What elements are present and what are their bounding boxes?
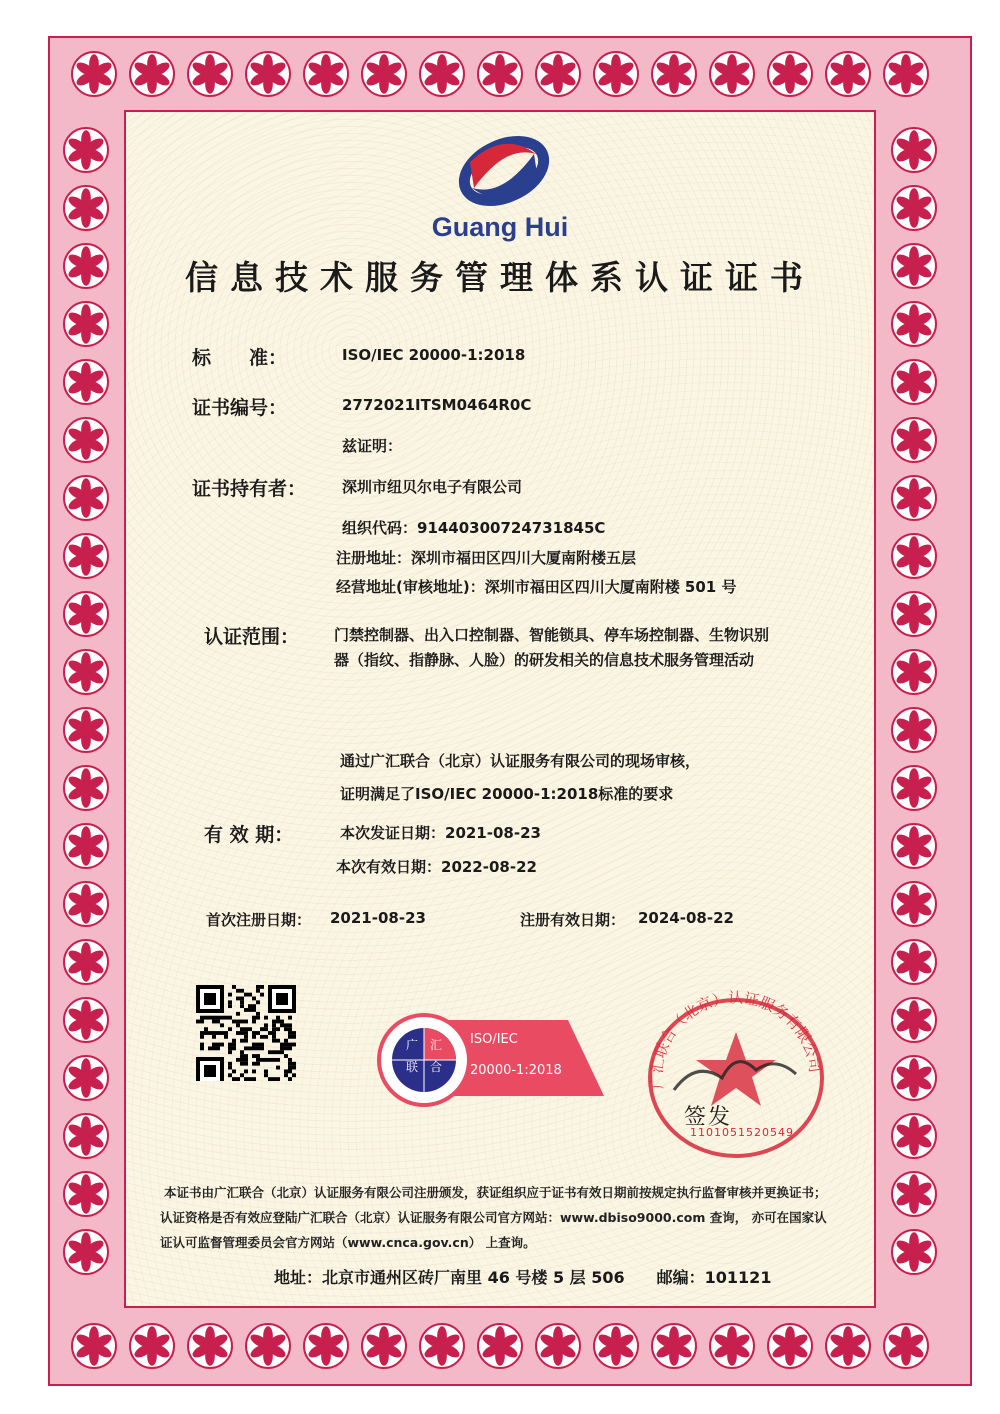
border-ornament	[478, 1324, 522, 1368]
hereby-text: 兹证明：	[342, 437, 403, 455]
border-ornament	[884, 52, 928, 96]
footer-note-line-3: 证认可监督管理委员会官方网站（www.cnca.gov.cn） 上查询。	[160, 1235, 536, 1250]
standard-value: ISO/IEC 20000-1:2018	[342, 346, 526, 364]
border-ornament	[420, 1324, 464, 1368]
reg-valid-value: 2024-08-22	[638, 909, 734, 927]
border-ornament	[362, 1324, 406, 1368]
border-ornament	[892, 476, 936, 520]
border-ornament	[652, 1324, 696, 1368]
border-ornament	[72, 1324, 116, 1368]
border-ornament	[188, 52, 232, 96]
border-ornament	[304, 1324, 348, 1368]
border-ornament	[768, 1324, 812, 1368]
issue-date: 本次发证日期：2021-08-23	[340, 824, 541, 842]
certificate-title: 信息技术服务管理体系认证证书	[185, 258, 815, 297]
reg-address: 注册地址：深圳市福田区四川大厦南附楼五层	[336, 549, 637, 567]
badge-circle-line-1: 广 汇	[405, 1038, 442, 1052]
border-ornament	[892, 1172, 936, 1216]
border-ornament	[892, 708, 936, 752]
statement-line-2: 证明满足了ISO/IEC 20000-1:2018标准的要求	[340, 785, 674, 803]
border-ornament	[892, 650, 936, 694]
border-ornament	[710, 52, 754, 96]
border-ornament	[892, 360, 936, 404]
badge-circle-line-2: 联 合	[405, 1060, 442, 1074]
border-ornament	[892, 1056, 936, 1100]
statement-line-1: 通过广汇联合（北京）认证服务有限公司的现场审核，	[340, 752, 701, 770]
holder-label: 证书持有者：	[192, 478, 307, 500]
sign-label: 签发	[684, 1105, 733, 1130]
footer-note-line-2: 认证资格是否有效应登陆广汇联合（北京）认证服务有限公司官方网站：www.dbiso9000.com 查询， 亦可在国家认	[160, 1210, 827, 1225]
border-ornament	[594, 1324, 638, 1368]
guang-hui-logo-icon	[456, 132, 552, 210]
border-ornament	[64, 940, 108, 984]
border-ornament	[892, 998, 936, 1042]
logo-text: Guang Hui	[431, 212, 569, 242]
border-ornament	[362, 52, 406, 96]
footer-address: 地址：北京市通州区砖厂南里 46 号楼 5 层 506 邮编：101121	[274, 1268, 772, 1287]
border-ornament	[536, 1324, 580, 1368]
border-ornament	[892, 302, 936, 346]
border-ornament	[710, 1324, 754, 1368]
border-ornament	[64, 882, 108, 926]
scope-line-1: 门禁控制器、出入口控制器、智能锁具、停车场控制器、生物识别	[334, 626, 770, 644]
footer-note-line-1: 本证书由广汇联合（北京）认证服务有限公司注册颁发，获证组织应于证书有效日期前按规定执行监督审核并更换证书；	[164, 1185, 827, 1200]
first-reg-value: 2021-08-23	[330, 909, 426, 927]
border-ornament	[768, 52, 812, 96]
border-ornament	[884, 1324, 928, 1368]
first-reg-label: 首次注册日期：	[206, 911, 312, 929]
standard-label: 标 准：	[192, 347, 288, 369]
border-ornament	[892, 766, 936, 810]
valid-date: 本次有效日期：2022-08-22	[336, 858, 537, 876]
border-ornament	[892, 1230, 936, 1274]
border-ornament	[64, 360, 108, 404]
border-ornament	[64, 650, 108, 694]
border-ornament	[64, 1114, 108, 1158]
validity-label: 有 效 期：	[204, 824, 294, 846]
border-ornament	[892, 534, 936, 578]
border-ornament	[72, 52, 116, 96]
border-ornament	[64, 766, 108, 810]
cert-no-label: 证书编号：	[192, 397, 288, 419]
border-ornament	[130, 1324, 174, 1368]
border-ornament	[536, 52, 580, 96]
badge-ribbon-line-1: ISO/IEC	[470, 1032, 518, 1047]
border-ornament	[64, 302, 108, 346]
border-ornament	[64, 476, 108, 520]
border-ornament	[130, 52, 174, 96]
badge-ribbon-line-2: 20000-1:2018	[470, 1063, 562, 1078]
border-ornament	[64, 1172, 108, 1216]
border-ornament	[64, 708, 108, 752]
border-ornament	[64, 592, 108, 636]
border-ornament	[652, 52, 696, 96]
border-ornament	[892, 128, 936, 172]
border-ornament	[64, 1056, 108, 1100]
org-code: 组织代码：91440300724731845C	[342, 519, 606, 537]
border-ornament	[64, 998, 108, 1042]
border-ornament	[892, 824, 936, 868]
border-ornament	[478, 52, 522, 96]
border-ornament	[188, 1324, 232, 1368]
seal-arc-text: 广汇联合（北京）认证服务有限公司	[647, 990, 825, 1090]
op-address: 经营地址(审核地址)：深圳市福田区四川大厦南附楼 501 号	[336, 578, 737, 596]
border-ornament	[892, 940, 936, 984]
scope-label: 认证范围：	[204, 626, 300, 648]
reg-valid-label: 注册有效日期：	[520, 911, 626, 929]
border-ornament	[64, 418, 108, 462]
border-ornament	[64, 534, 108, 578]
holder-value: 深圳市纽贝尔电子有限公司	[342, 478, 523, 496]
border-ornament	[246, 52, 290, 96]
border-ornament	[64, 1230, 108, 1274]
border-ornament	[246, 1324, 290, 1368]
qr-code[interactable]	[196, 985, 296, 1081]
scope-line-2: 器（指纹、指静脉、人脸）的研发相关的信息技术服务管理活动	[334, 651, 755, 669]
border-ornament	[892, 592, 936, 636]
border-ornament	[826, 1324, 870, 1368]
cert-no-value: 2772021ITSM0464R0C	[342, 396, 532, 414]
border-ornament	[826, 52, 870, 96]
seal-number: 1101051520549	[690, 1126, 794, 1139]
border-ornament	[892, 882, 936, 926]
border-ornament	[892, 1114, 936, 1158]
border-ornament	[594, 52, 638, 96]
border-ornament	[64, 824, 108, 868]
border-ornament	[420, 52, 464, 96]
border-ornament	[304, 52, 348, 96]
border-ornament	[64, 128, 108, 172]
border-ornament	[892, 418, 936, 462]
